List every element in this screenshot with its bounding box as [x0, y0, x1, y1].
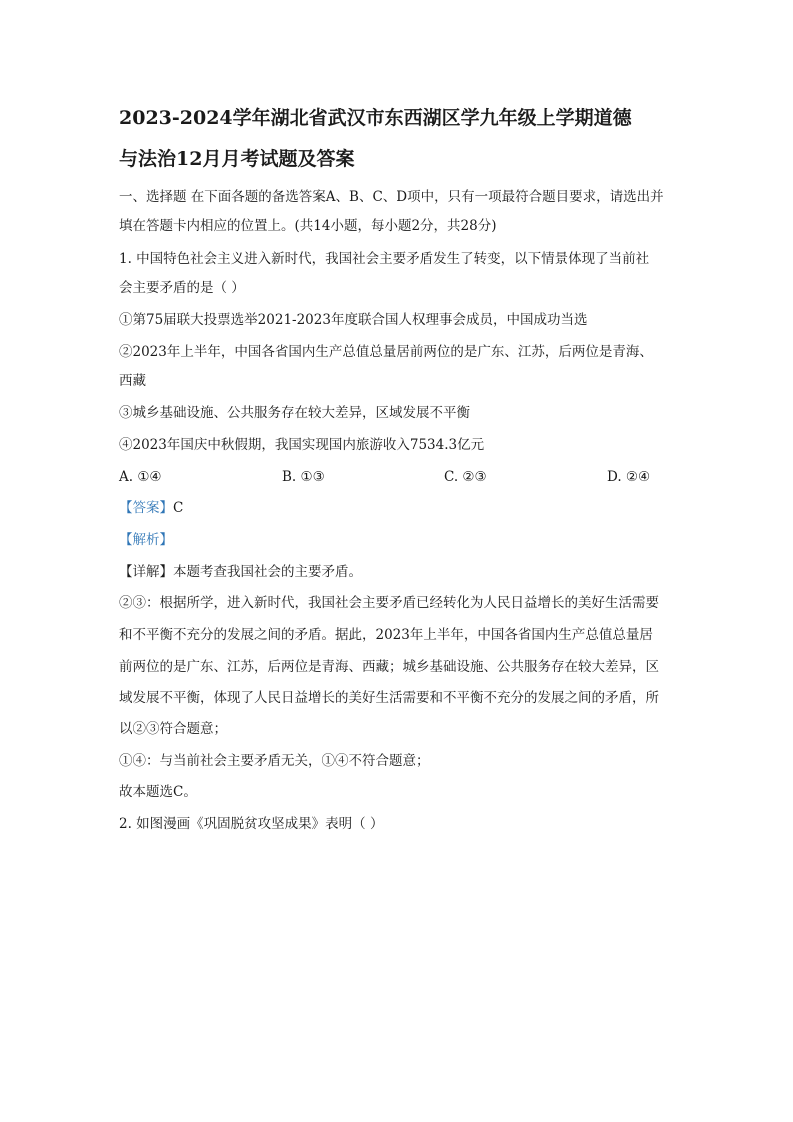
q1-explanation-line-4: 域发展不平衡，体现了人民日益增长的美好生活需要和不平衡不充分的发展之间的矛盾，所: [119, 690, 659, 706]
q1-conclusion: 故本题选C。: [119, 784, 197, 800]
q1-item-1: ①第75届联大投票选举2021-2023年度联合国人权理事会成员，中国成功当选: [119, 312, 588, 328]
q1-option-b: B. ①③: [282, 469, 325, 485]
q1-option-d: D. ②④: [607, 469, 651, 485]
section-header-line-1: 一、选择题 在下面各题的备选答案A、B、C、D项中，只有一项最符合题目要求，请选出并: [119, 189, 664, 205]
q1-item-3: ③城乡基础设施、公共服务存在较大差异，区域发展不平衡: [119, 405, 470, 421]
section-header-line-2: 填在答题卡内相应的位置上。(共14小题，每小题2分，共28分): [119, 218, 497, 234]
answer-label: 【答案】: [119, 500, 173, 516]
document-title-line-2: 与法治12月月考试题及答案: [119, 148, 355, 170]
answer-value: C: [173, 500, 184, 516]
q1-explanation-line-1: ②③：根据所学，进入新时代，我国社会主要矛盾已经转化为人民日益增长的美好生活需要: [119, 595, 659, 611]
q1-option-a: A. ①④: [119, 469, 162, 485]
q1-answer: [119, 499, 679, 517]
q1-option-c: C. ②③: [444, 469, 487, 485]
q2-stem: 2. 如图漫画《巩固脱贫攻坚成果》表明（ ）: [119, 816, 384, 832]
q1-item-2-line-2: 西藏: [119, 373, 146, 389]
q1-explanation-line-6: ①④：与当前社会主要矛盾无关，①④不符合题意；: [119, 753, 430, 769]
analysis-label: 【解析】: [119, 532, 173, 548]
q1-stem-line-2: 会主要矛盾的是（ ）: [119, 280, 245, 296]
q1-explanation-line-3: 前两位的是广东、江苏，后两位是青海、西藏；城乡基础设施、公共服务存在较大差异，区: [119, 659, 659, 675]
q1-explanation-line-5: 以②③符合题意；: [119, 721, 227, 737]
q1-stem-line-1: 1. 中国特色社会主义进入新时代，我国社会主要矛盾发生了转变，以下情景体现了当前社: [119, 251, 650, 267]
q1-detail: 【详解】本题考查我国社会的主要矛盾。: [119, 564, 362, 580]
q1-explanation-line-2: 和不平衡不充分的发展之间的矛盾。据此，2023年上半年，中国各省国内生产总值总量居: [119, 627, 653, 643]
q1-item-4: ④2023年国庆中秋假期，我国实现国内旅游收入7534.3亿元: [119, 437, 485, 453]
document-title-line-1: 2023-2024学年湖北省武汉市东西湖区学九年级上学期道德: [119, 107, 632, 129]
q1-item-2-line-1: ②2023年上半年，中国各省国内生产总值总量居前两位的是广东、江苏，后两位是青海、: [119, 344, 653, 360]
